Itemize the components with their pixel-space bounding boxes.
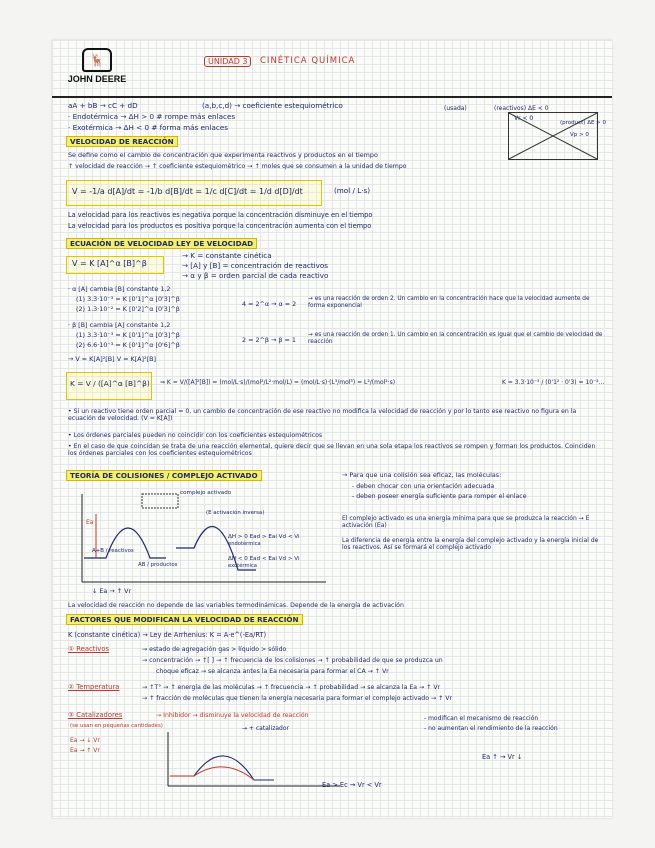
temperature-factor-label: ② Temperatura: [68, 683, 120, 691]
inhibitor-note: → Inhibidor → disminuye la velocidad de reacción: [156, 712, 309, 719]
order-definition: → α y β = orden parcial de cada reactivo: [182, 271, 329, 280]
endothermic-graph-label: endotérmica: [228, 541, 261, 547]
diagram-reactivos: (reactivos) ΔE < 0: [494, 105, 549, 112]
page-title: CINÉTICA QUÍMICA: [260, 56, 356, 66]
beta-result: 2 = 2^β → β = 1: [242, 336, 296, 344]
beta-header: · β [B] cambia [A] constante 1,2: [68, 321, 171, 329]
catalyst-mechanism: - modifican el mecanismo de reacción: [424, 715, 539, 722]
diagram-left-label: (usada): [444, 105, 467, 112]
alpha-eq-1: (1) 3.3·10⁻³ = K [0'1]^α [0'3]^β: [76, 295, 180, 303]
catalyst-factor-label: ③ Catalizadores: [68, 711, 123, 719]
velocity-heading: VELOCIDAD DE REACCIÓN: [66, 138, 178, 146]
diagram-vr: Vr < 0: [514, 115, 534, 122]
coef-note: (a,b,c,d) → coeficiente estequiométrico: [202, 101, 343, 110]
reactants-effective-collision: choque eficaz → se alcanza antes la Ea necesaria para formar el CA → ↑ Vr: [156, 668, 389, 675]
alpha-result: 4 = 2^α → α = 2: [242, 300, 297, 308]
collision-heading: TEORÍA DE COLISIONES / COMPLEJO ACTIVADO: [66, 472, 262, 480]
velocity-definition: Se define como el cambio de concentración que experimenta reactivos y productos en el tiempo: [68, 151, 378, 159]
activation-inverse-label: (E activación inversa): [206, 510, 265, 516]
conc-definition: → [A] y [B] = concentración de reactivos: [182, 261, 329, 270]
activated-complex-label: complejo activado: [180, 490, 232, 496]
k-formula: K = V / ([A]^α [B]^β): [70, 379, 150, 388]
catalyzed-curve: [170, 767, 254, 780]
negative-rate-note: La velocidad para los reactivos es negativa porque la concentración disminuye en el tiempo: [68, 211, 373, 219]
activation-energy-def: La diferencia de energía entre la energía del complejo activado y la energía inicial de los reactivos. Así se formará el complejo activado: [342, 537, 599, 551]
rule-elemental: • En el caso de que coincidan se trata de una reacción elemental, quiere decir que se llevan en una sola etapa los reactivos se rompen y forman los productos. Coinciden los órdenes parciales con los coeficientes estequiométricos: [68, 443, 596, 458]
products-label: AB / productos: [138, 562, 178, 568]
velocity-relation: ↑ velocidad de reacción → ↑ coeficiente estequiométrico → ↑ moles que se consumen a la unidad de tiempo: [68, 163, 407, 170]
rate-law-formula: V = K [A]^α [B]^β: [72, 259, 147, 268]
reactants-label: A+B / reactivos: [92, 548, 134, 554]
reactants-concentration: → concentración → ↑[ ] → ↑ frecuencia de los colisiones → ↑ probabilidad de que se produzca un: [142, 657, 443, 664]
factors-heading: FACTORES QUE MODIFICAN LA VELOCIDAD DE REACCIÓN: [66, 616, 303, 624]
header-divider: [52, 96, 612, 98]
beta-eq-2: (2) 6.6·10⁻³ = K [0'1]^α [0'6]^β: [76, 341, 180, 349]
endothermic-graph-note: ΔH > 0 Ead > Eai Vd < Vi: [228, 534, 300, 540]
positive-rate-note: La velocidad para los productos es positiva porque la concentración aumenta con el tiempo: [68, 222, 372, 230]
deer-icon: 🦌: [82, 48, 112, 72]
temperature-energy: → ↑T° → ↑ energía de las moléculas → ↑ frecuencia → ↑ probabilidad → se alcanza la Ea → ↑ Vr: [142, 684, 441, 691]
catalyst-eq-1: Ea > Ec → Vr < Vr: [322, 781, 382, 789]
exothermic-graph-label: exotérmica: [228, 563, 257, 569]
catalyst-eq-2: Ea ↑ → Vr ↓: [482, 753, 523, 761]
beta-note: → es una reacción de orden 1. Un cambio en la concentración es igual que el cambio de velocidad de reacción: [308, 332, 603, 345]
alpha-header: · α [A] cambia [B] constante 1,2: [68, 285, 171, 293]
alpha-eq-2: (2) 1.3·10⁻² = K [0'2]^α [0'3]^β: [76, 305, 180, 313]
notebook-page: [52, 40, 612, 818]
collision-point-2: - deben chocar con una orientación adecuada: [352, 483, 495, 490]
endothermic-line: · Endotérmica → ΔH > 0 # rompe más enlaces: [68, 112, 236, 121]
brand-name: JOHN DEERE: [67, 74, 127, 84]
thermo-independence-note: La velocidad de reacción no depende de las variables termodinámicas. Depende de la energía de activación: [68, 602, 404, 609]
rule-orders-coef: • Los órdenes parciales pueden no coincidir con los coeficientes estequiométricos: [68, 432, 323, 439]
ea-vr-relation: ↓ Ea → ↑ Vr: [92, 587, 132, 595]
activated-complex-def: El complejo activado es una energía mínima para que se produzca la reacción → E activación (Ea): [342, 515, 590, 529]
ea-label: Ea: [86, 519, 94, 526]
unit-label: UNIDAD 3: [204, 56, 251, 67]
catalyst-ea-up: Ea → ↑ Vr: [70, 747, 100, 754]
catalyst-quantity-note: (se usan en pequeñas cantidades): [70, 723, 163, 729]
reactants-factor-label: ① Reactivos: [68, 645, 110, 653]
catalyst-yield: - no aumentan el rendimiento de la reacción: [424, 725, 558, 732]
diagram-product: (product) ΔE > 0: [560, 120, 607, 126]
temperature-fraction: → ↑ fracción de moléculas que tienen la energía necesaria para formar el complejo activado → ↑ Vr: [142, 695, 453, 702]
rate-units: (mol / L·s): [334, 186, 371, 195]
arrhenius-law: K (constante cinética) → Ley de Arrhenius: K = A·e^(-Ea/RT): [68, 631, 267, 639]
reaction-equation: aA + bB → cC + dD: [68, 101, 138, 110]
exothermic-graph-note: ΔH < 0 Ead < Eai Vd > Vi: [228, 556, 300, 562]
reactants-state: → estado de agregación gas > líquido > sólido: [142, 646, 287, 653]
k-units: ⇒ K = V/([A]²[B]) = (mol/L·s)/(mol²/L²·mol/L) = (mol/L·s)·(L³/mol³) = L²/(mol²·s): [160, 379, 396, 386]
diagram-vp: Vp > 0: [570, 132, 589, 138]
exothermic-line: · Exotérmica → ΔH < 0 # forma más enlaces: [68, 123, 229, 132]
rate-law-heading: ECUACIÓN DE VELOCIDAD LEY DE VELOCIDAD: [66, 240, 257, 248]
k-value: K = 3.3·10⁻³ / (0'1² · 0'3) = 10⁻²...: [502, 379, 605, 386]
k-definition: → K = constante cinética: [182, 251, 272, 260]
collision-point-3: - deben poseer energía suficiente para romper el enlace: [352, 493, 527, 500]
collision-point-1: → Para que una colisión sea eficaz, las moléculas:: [342, 471, 502, 479]
catalyst-ea-down: Ea → ↓ Vr: [70, 737, 100, 744]
activated-complex-box: [142, 494, 178, 508]
catalyst-energy-graph: [164, 730, 344, 790]
catalyst-plus-note: → + catalizador: [242, 725, 289, 732]
rule-order-zero: • Si un reactivo tiene orden parcial = 0, un cambio de concentración de ese reactivo no modifica la velocidad de reacción y por lo tanto ese reactivo no figura en la ecuación de velocidad. (V = K[A]): [68, 408, 577, 423]
beta-eq-1: (1) 3.3·10⁻³ = K [0'1]^α [0'3]^β: [76, 331, 180, 339]
john-deere-logo: [62, 48, 132, 84]
alpha-note: → es una reacción de orden 2. Un cambio en la concentración hace que la velocidad aumente de forma exponencial: [308, 296, 590, 309]
rate-formula: V = -1/a d[A]/dt = -1/b d[B]/dt = 1/c d[C]/dt = 1/d d[D]/dt: [72, 187, 303, 196]
final-rate-law: → V = K[A]²[B] V = K[A]²[B]: [68, 355, 156, 363]
